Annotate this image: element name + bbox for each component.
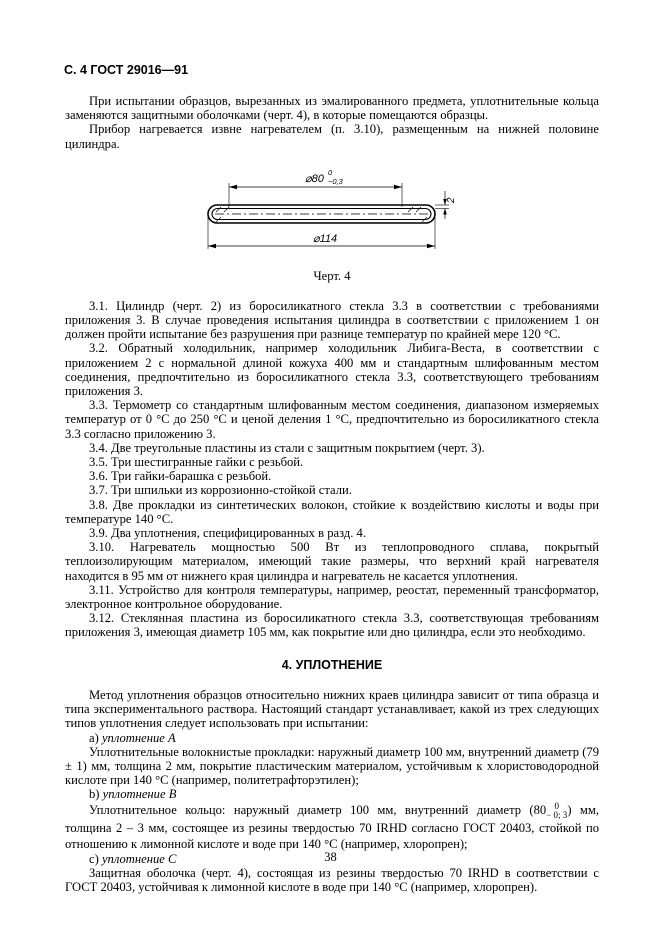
page-number: 38 [324, 850, 337, 864]
seal-a-label: а) [89, 730, 99, 745]
seal-c-title: уплотнение С [101, 851, 177, 866]
item-3-3: 3.3. Термометр со стандартным шлифованным местом соединения, диапазоном измеряемых температур от 0 °С до 250 °С и ценой деления 1 °С, предпочтительно из боросиликатного стекла 3.3 согласно приложению 3. [65, 398, 599, 441]
seal-a-title: уплотнение А [101, 730, 176, 745]
intro-paragraph-1: При испытании образцов, вырезанных из эмалированного предмета, уплотнительные кольца заменяются защитными оболочками (черт. 4), в которые помещаются образцы. [65, 94, 599, 123]
page-content [65, 94, 599, 894]
inner-tolerance-bottom: −0,3 [328, 176, 343, 186]
section-title: 4. УПЛОТНЕНИЕ [281, 657, 383, 672]
item-3-11: 3.11. Устройство для контроля температуры, например, реостат, переменный трансформатор, электронное контрольное оборудование. [65, 582, 599, 612]
seal-b-heading [65, 787, 599, 801]
item-3-4: 3.4. Две треугольные пластины из стали с защитным покрытием (черт. 3). [89, 440, 485, 455]
seal-b-text-part-1: Уплотнительное кольцо: наружный диаметр 100 мм, внутренний диаметр (80 [89, 802, 547, 817]
seal-a-text: Уплотнительные волокнистые прокладки: наружный диаметр 100 мм, внутренний диаметр (79 ± 1) мм, толщина 2 мм, покрытие пластическим материалом, устойчивым к хлористоводородной кислоте при 140 °С (например, политетрафторэтилен); [65, 744, 599, 788]
item-3-2: 3.2. Обратный холодильник, например холодильник Либига-Веста, в соответствии с приложением 2 с нормальной длиной кожуха 400 мм и стандартным шлифованным местом соединения, предпочтительно из боросиликатного стекла 3.3, соответствующего требованиям приложения 3. [65, 341, 599, 399]
seal-b-tolerance-top: 0 [554, 800, 560, 811]
outer-diameter-label: ⌀114 [313, 232, 338, 245]
seal-b-title: уплотнение В [102, 787, 177, 802]
item-3-5: 3.5. Три шестигранные гайки с резьбой. [89, 455, 304, 470]
item-3-10: 3.10. Нагреватель мощностью 500 Вт из теплопроводного сплава, покрытый теплоизолирующим материалом, имеющий такие размеры, что верхний край нагревателя находится в 95 мм от нижнего края цилиндра и нагреватель не касается уплотнения. [65, 540, 599, 583]
item-3-7: 3.7. Три шпильки из коррозионно-стойкой стали. [89, 483, 352, 498]
item-3-1: 3.1. Цилиндр (черт. 2) из боросиликатного стекла 3.3 в соответствии с требованиями приложения 3. В случае проведения испытания цилиндра в соответствии с приложением 1 он должен пройти испытание без разрушения при разнице температур по крайней мере 120 °С. [65, 298, 599, 342]
seal-b-tolerance-bottom: − 0; 3 [546, 809, 568, 820]
item-3-6: 3.6. Три гайки-барашка с резьбой. [89, 469, 272, 484]
page-header: С. 4 ГОСТ 29016—91 [64, 63, 189, 77]
seal-drawing [65, 155, 599, 265]
item-3-8: 3.8. Две прокладки из синтетических волокон, стойкие к воздействию кислоты и воды при температуре 140 °С. [65, 497, 599, 526]
item-3-9: 3.9. Два уплотнения, специфицированных в разд. 4. [89, 526, 367, 541]
inner-tolerance-top: 0 [328, 167, 333, 177]
figure-caption: Черт. 4 [313, 268, 351, 283]
inner-diameter-label: ⌀80 [305, 172, 324, 185]
section-intro: Метод уплотнения образцов относительно нижних краев цилиндра зависит от типа образца и типа экспериментального раствора. Настоящий стандарт устанавливает, какой из трех следующих типов уплотнения следует использовать при испытании: [65, 687, 599, 731]
item-3-12: 3.12. Стеклянная пластина из боросиликатного стекла 3.3, соответствующая требованиям приложения 3, имеющая диаметр 105 мм, как покрытие или дно цилиндра, если это необходимо. [65, 611, 599, 640]
seal-b-text [65, 802, 599, 852]
seal-b-text-part-2: ) мм, толщина 2 – 3 мм, состоящее из резины твердостью 70 IRHD согласно ГОСТ 20403, стойкой по отношению к лимонной кислоте и воде при 140 °С (например, хлоропрен); [65, 802, 599, 851]
intro-paragraph-2: Прибор нагревается извне нагревателем (п. 3.10), размещенным на нижней половине цилиндра. [65, 122, 599, 151]
seal-b-label: b) [89, 787, 100, 802]
seal-c-label: с) [89, 851, 99, 866]
figure-4 [65, 155, 599, 283]
seal-a-heading [65, 731, 599, 745]
thickness-label: 2 [446, 197, 457, 203]
seal-c-text: Защитная оболочка (черт. 4), состоящая из резины твердостью 70 IRHD в соответствии с ГОСТ 20403, устойчивая к лимонной кислоте в воде при 140 °С (например, хлоропрен). [65, 865, 599, 895]
seal-b-tolerance [546, 802, 567, 820]
